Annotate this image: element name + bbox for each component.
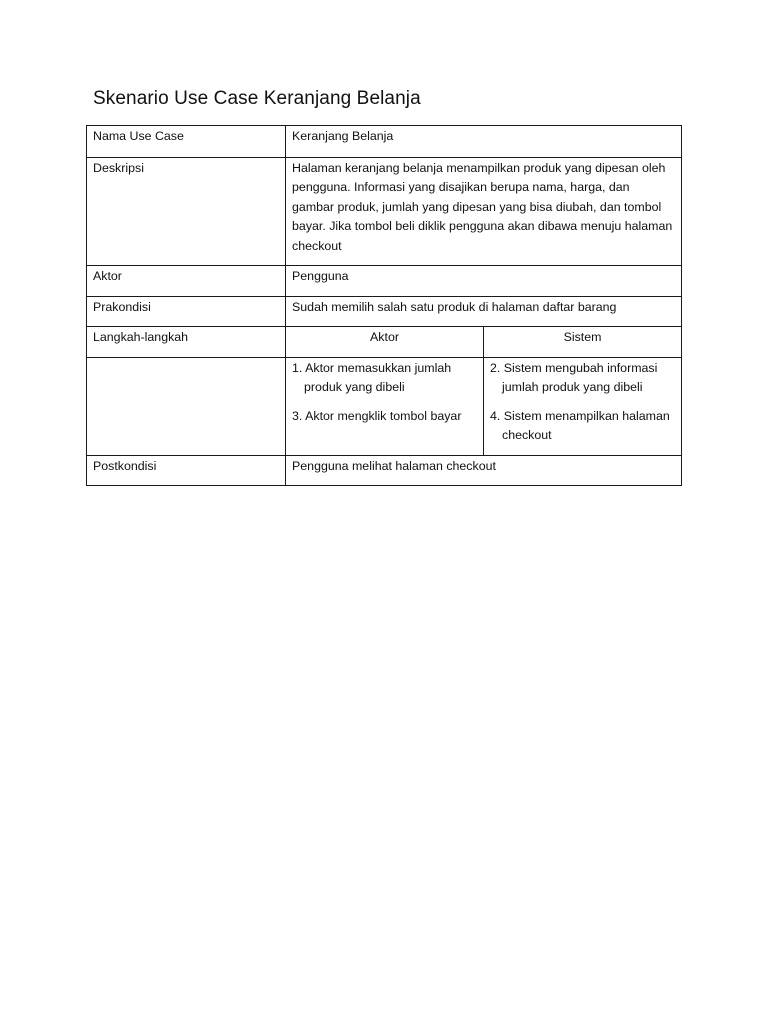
row-value: Pengguna [286, 266, 682, 297]
column-header-aktor: Aktor [286, 327, 484, 358]
sistem-steps-cell [484, 357, 682, 455]
table-row-postkondisi [87, 455, 682, 486]
row-label: Langkah-langkah [87, 327, 286, 358]
row-label: Aktor [87, 266, 286, 297]
table-row-nama-use-case [87, 126, 682, 158]
page-title: Skenario Use Case Keranjang Belanja [93, 88, 421, 109]
row-value: Sudah memilih salah satu produk di halaman daftar barang [286, 296, 682, 327]
empty-cell [87, 357, 286, 455]
table-row-aktor [87, 266, 682, 297]
table-row-prakondisi [87, 296, 682, 327]
sistem-step: 4. Sistem menampilkan halaman checkout [490, 408, 670, 442]
sistem-step: 2. Sistem mengubah informasi jumlah produk yang dibeli [490, 360, 658, 394]
row-label: Nama Use Case [87, 126, 286, 158]
row-label: Prakondisi [87, 296, 286, 327]
table-row-deskripsi [87, 157, 682, 266]
aktor-step: 1. Aktor memasukkan jumlah produk yang dibeli [292, 360, 452, 394]
aktor-steps-cell [286, 357, 484, 455]
use-case-table [86, 125, 682, 486]
row-value: Pengguna melihat halaman checkout [286, 455, 682, 486]
row-label: Postkondisi [87, 455, 286, 486]
row-value: Keranjang Belanja [286, 126, 682, 158]
table-row-langkah-steps [87, 357, 682, 455]
column-header-sistem: Sistem [484, 327, 682, 358]
table-row-langkah-header [87, 327, 682, 358]
row-value: Halaman keranjang belanja menampilkan produk yang dipesan oleh pengguna. Informasi yang disajikan berupa nama, harga, dan gambar produk, jumlah yang dipesan yang bisa diubah, dan tombol bayar. Jika tombol beli diklik pengguna akan dibawa menuju halaman checkout [286, 157, 682, 266]
aktor-step: 3. Aktor mengklik tombol bayar [292, 408, 462, 423]
row-label: Deskripsi [87, 157, 286, 266]
